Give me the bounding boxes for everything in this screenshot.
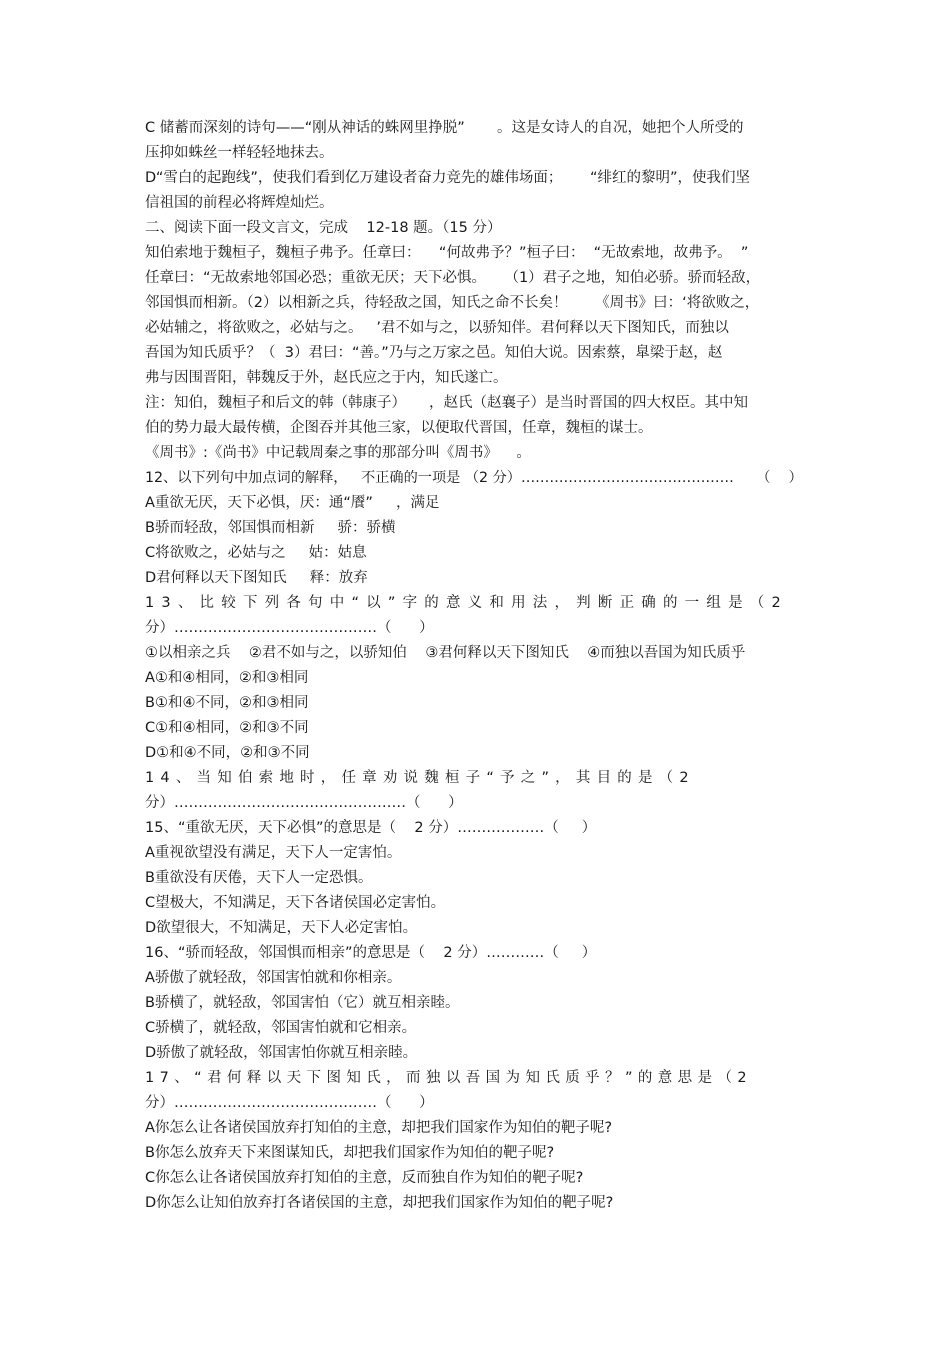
q15-option-a: A重视欲望没有满足，天下人一定害怕。: [145, 845, 402, 861]
note-line-2: 伯的势力最大最传横，企图吞并其他三家，以便取代晋国，任章，魏桓的谋士。: [145, 420, 653, 436]
question-16: 16、“骄而轻敌，邻国惧而相亲”的意思是（ 2 分）…………（ ）: [145, 945, 597, 961]
q16-option-a: A骄傲了就轻敌，邻国害怕就和你相亲。: [145, 970, 402, 986]
q13-option-a: A①和④相同，②和③相同: [145, 670, 309, 686]
passage-line-1: 知伯索地于魏桓子，魏桓子弗予。任章曰： “何故弗予？”桓子曰： “无故索地，故弗予。 ”: [145, 245, 749, 261]
q12-option-b: B骄而轻敌，邻国惧而相新 骄：骄横: [145, 520, 396, 536]
option-d-line-1: D“雪白的起跑线”，使我们看到亿万建设者奋力竞先的雄伟场面； “绯红的黎明”，使我们坚: [145, 170, 751, 186]
question-12: 12、以下列句中加点词的解释， 不正确的一项是 （2 分）……………………………………… （ ）: [145, 470, 803, 486]
option-c-line-1: C 储蓄而深刻的诗句——“刚从神话的蛛网里挣脱” 。这是女诗人的自况，她把个人所受的: [145, 120, 744, 136]
note-line-3: 《周书》:《尚书》中记载周秦之事的那部分叫《周书》 。: [145, 445, 531, 461]
question-13-line-1: 13、比较下列各句中“以”字的意义和用法，判断正确的一组是（2: [145, 595, 788, 611]
passage-line-5: 吾国为知氏质乎？（ 3）君曰：“善。”乃与之万家之邑。知伯大说。因索蔡，臯梁于赵，赵: [145, 345, 723, 361]
note-line-1: 注：知伯，魏桓子和后文的韩（韩康子） ，赵氏（赵襄子）是当时晋国的四大权臣。其中知: [145, 395, 749, 411]
q12-option-d: D君何释以天下图知氏 释：放弃: [145, 570, 368, 586]
q16-option-b: B骄横了，就轻敌，邻国害怕（它）就互相亲睦。: [145, 995, 460, 1011]
q13-sentences: ①以相亲之兵 ②君不如与之，以骄知伯 ③君何释以天下图知氏 ④而独以吾国为知氏质乎: [145, 645, 746, 661]
q16-option-c: C骄横了，就轻敌，邻国害怕就和它相亲。: [145, 1020, 417, 1036]
q15-option-b: B重欲没有厌倦，天下人一定恐惧。: [145, 870, 373, 886]
q17-option-a: A你怎么让各诸侯国放弃打知伯的主意，却把我们国家作为知伯的靶子呢?: [145, 1120, 613, 1136]
q13-option-b: B①和④不同，②和③相同: [145, 695, 309, 711]
q17-option-b: B你怎么放弃天下来图谋知氏，却把我们国家作为知伯的靶子呢?: [145, 1145, 555, 1161]
q13-option-d: D①和④不同，②和③不同: [145, 745, 310, 761]
q15-option-d: D欲望很大，不知满足，天下人必定害怕。: [145, 920, 418, 936]
option-c-line-2: 压抑如蛛丝一样轻轻地抹去。: [145, 145, 334, 161]
passage-line-6: 弗与因围晋阳，韩魏反于外，赵氏应之于内，知氏遂亡。: [145, 370, 508, 386]
q17-option-d: D你怎么让知伯放弃打各诸侯国的主意，却把我们国家作为知伯的靶子呢?: [145, 1195, 614, 1211]
question-13-line-2: 分）……………………………………（ ）: [145, 620, 434, 636]
question-17-line-1: 17、“君何释以天下图知氏，而独以吾国为知氏质乎？”的意思是（2: [145, 1070, 752, 1086]
option-d-line-2: 信祖国的前程必将辉煌灿烂。: [145, 195, 334, 211]
q16-option-d: D骄傲了就轻敌，邻国害怕你就互相亲睦。: [145, 1045, 418, 1061]
question-14-line-2: 分）…………………………………………（ ）: [145, 795, 463, 811]
question-15: 15、“重欲无厌，天下必惧”的意思是（ 2 分）………………（ ）: [145, 820, 597, 836]
q12-option-a: A重欲无厌，天下必惧，厌：通“餍” ，满足: [145, 495, 440, 511]
q12-option-c: C将欲败之，必姑与之 姑：姑息: [145, 545, 367, 561]
q17-option-c: C你怎么让各诸侯国放弃打知伯的主意，反而独自作为知伯的靶子呢?: [145, 1170, 584, 1186]
question-17-line-2: 分）……………………………………（ ）: [145, 1095, 434, 1111]
passage-line-4: 必姑辅之，将欲败之，必姑与之。 ’君不如与之，以骄知伴。君何释以天下图知氏，而独以: [145, 320, 729, 336]
passage-line-2: 任章曰：“无故索地邻国必恐；重欲无厌；天下必惧。 （1）君子之地，知伯必骄。骄而轻敌，: [145, 270, 761, 286]
q13-option-c: C①和④相同，②和③不同: [145, 720, 309, 736]
section-heading: 二、阅读下面一段文言文，完成 12-18 题。（15 分）: [145, 220, 502, 236]
passage-line-3: 邻国惧而相新。（2）以相新之兵，待轻敌之国，知氏之命不长矣！ 《周书》曰：‘将欲败之，: [145, 295, 760, 311]
question-14-line-1: 14、当知伯索地时，任章劝说魏桓子“予之”，其目的是（2: [145, 770, 695, 786]
q15-option-c: C望极大，不知满足，天下各诸侯国必定害怕。: [145, 895, 446, 911]
